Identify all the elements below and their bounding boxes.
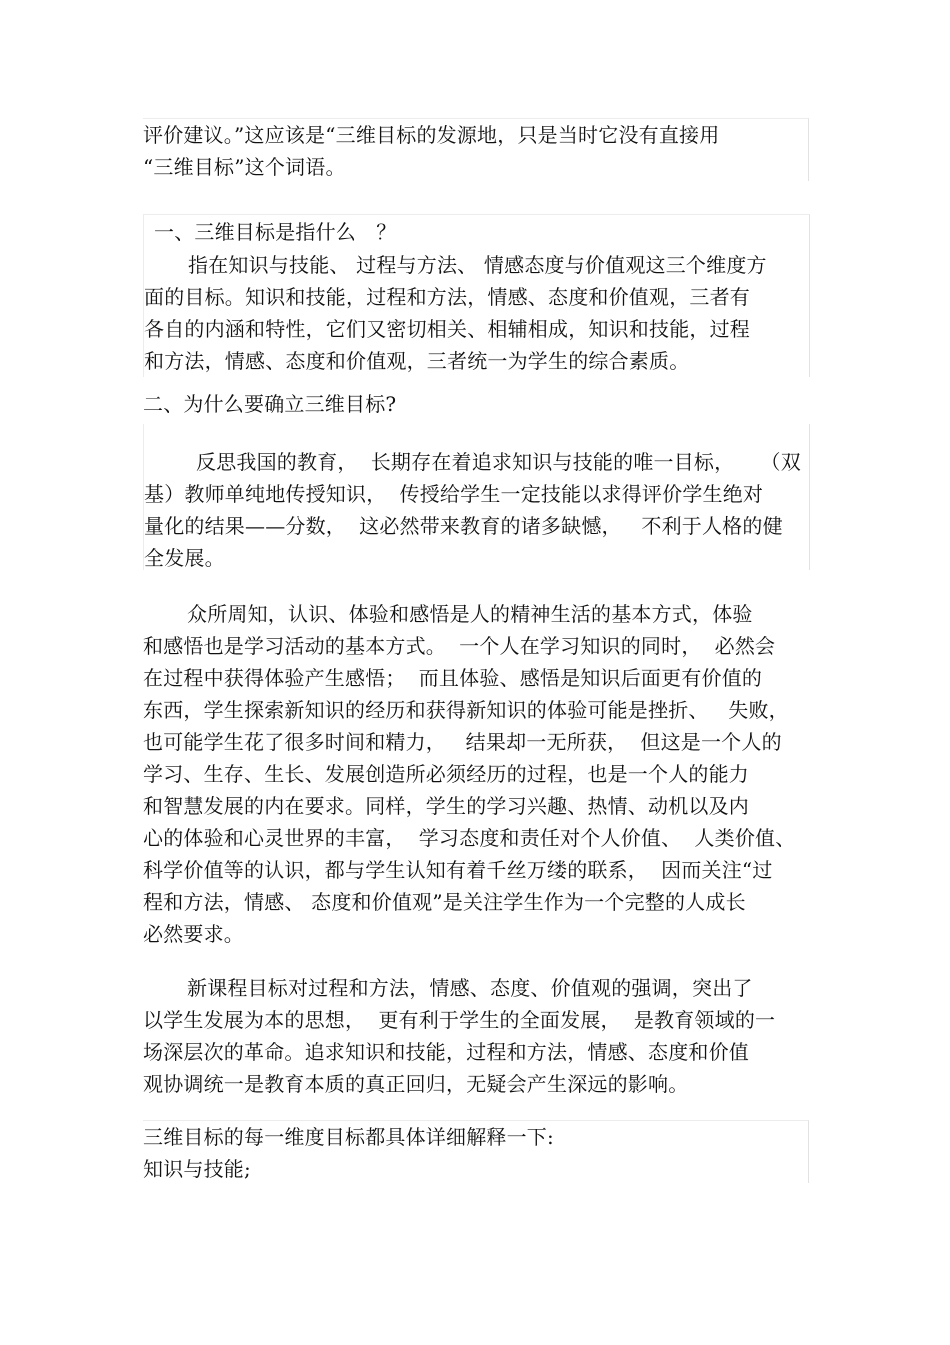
paragraph-4-line-4: 观协调统一是教育本质的真正回归，无疑会产生深远的影响。 — [143, 1072, 689, 1096]
paragraph-3-line-5: 也可能学生花了很多时间和精力， 结果却一无所获， 但这是一个人的 — [143, 730, 782, 754]
paragraph-3-line-10: 程和方法，情感、 态度和价值观”是关注学生作为一个完整的人成长 — [143, 890, 746, 914]
paragraph-4-line-2: 以学生发展为本的思想， 更有利于学生的全面发展， 是教育领域的一 — [143, 1008, 776, 1032]
paragraph-4-line-3: 场深层次的革命。追求知识和技能，过程和方法，情感、态度和价值 — [143, 1040, 749, 1064]
section-5-line-1: 三维目标的每一维度目标都具体详细解释一下: — [143, 1125, 554, 1149]
section-2-line-3: 量化的结果——分数， 这必然带来教育的诸多缺憾， 不利于人格的健 — [144, 514, 783, 538]
section-2-line-4: 全发展。 — [144, 546, 225, 570]
paragraph-3-line-11: 必然要求。 — [143, 922, 244, 946]
paragraph-3-line-3: 在过程中获得体验产生感悟； 而且体验、感悟是知识后面更有价值的 — [143, 666, 763, 690]
paragraph-3-line-7: 和智慧发展的内在要求。同样，学生的学习兴趣、热情、动机以及内 — [143, 794, 749, 818]
section-5-line-2: 知识与技能; — [143, 1157, 251, 1181]
section-1-block — [143, 214, 810, 377]
section-2-heading-block — [143, 388, 808, 422]
section-2-heading: 二、为什么要确立三维目标? — [143, 392, 397, 416]
paragraph-3-line-9: 科学价值等的认识，都与学生认知有着千丝万缕的联系， 因而关注“过 — [143, 858, 773, 882]
intro-line-2: “三维目标”这个词语。 — [143, 155, 346, 179]
paragraph-3-line-1: 众所周知，认识、体验和感悟是人的精神生活的基本方式，体验 — [187, 602, 753, 626]
section-2-line-1: 反思我国的教育， 长期存在着追求知识与技能的唯一目标， （双 — [196, 450, 801, 474]
section-2-line-2: 基）教师单纯地传授知识， 传授给学生一定技能以求得评价学生绝对 — [144, 482, 764, 506]
intro-line-1: 评价建议。”这应该是“三维目标的发源地，只是当时它没有直接用 — [143, 123, 720, 147]
intro-block — [143, 118, 809, 181]
paragraph-3-line-8: 心的体验和心灵世界的丰富， 学习态度和责任对个人价值、 人类价值、 — [143, 826, 796, 850]
section-1-line-1: 指在知识与技能、 过程与方法、 情感态度与价值观这三个维度方 — [188, 253, 767, 277]
paragraph-3-line-4: 东西，学生探索新知识的经历和获得新知识的体验可能是挫折、 失败， — [143, 698, 789, 722]
paragraph-3-line-6: 学习、生存、生长、发展创造所必须经历的过程，也是一个人的能力 — [143, 762, 749, 786]
section-1-heading: 一、三维目标是指什么 ？ — [154, 220, 397, 244]
section-1-line-3: 各自的内涵和特性，它们又密切相关、相辅相成，知识和技能，过程 — [144, 317, 750, 341]
section-1-line-4: 和方法，情感、态度和价值观，三者统一为学生的综合素质。 — [144, 349, 690, 373]
section-2-block — [143, 424, 810, 570]
paragraph-4-line-1: 新课程目标对过程和方法，情感、态度、价值观的强调，突出了 — [187, 976, 753, 1000]
paragraph-3-line-2: 和感悟也是学习活动的基本方式。 一个人在学习知识的同时， 必然会 — [143, 634, 776, 658]
paragraph-4 — [143, 972, 808, 1100]
section-5-block — [143, 1120, 809, 1183]
paragraph-3 — [143, 598, 808, 950]
section-1-line-2: 面的目标。知识和技能，过程和方法，情感、态度和价值观，三者有 — [144, 285, 750, 309]
